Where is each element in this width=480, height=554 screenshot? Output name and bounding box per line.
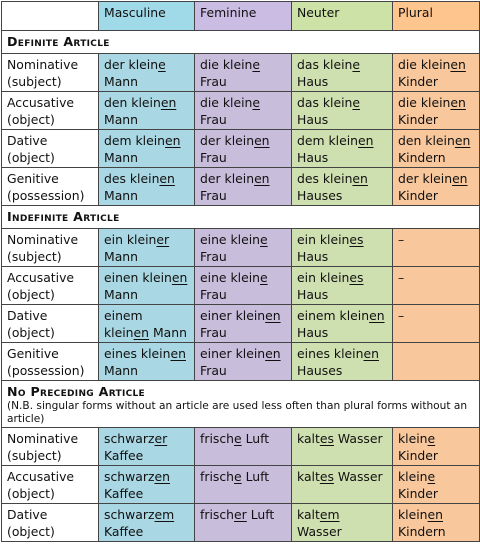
form-cell-feminine: frischer Luft (195, 504, 292, 542)
ending-highlight: e (252, 57, 261, 72)
ending-highlight: e (234, 431, 242, 446)
ending-highlight: en (450, 95, 466, 110)
form-cell-masculine: ein kleiner Mann (99, 229, 195, 267)
ending-highlight: er (154, 431, 168, 446)
ending-highlight: er (234, 507, 247, 522)
ending-highlight: en (265, 308, 281, 323)
ending-highlight: en (170, 346, 186, 361)
form-cell-masculine: schwarzer Kaffee (99, 428, 195, 466)
case-name: Accusative (7, 95, 75, 110)
case-name: Genitive (7, 171, 59, 186)
ending-highlight: en (450, 57, 466, 72)
header-neuter: Neuter (292, 2, 393, 31)
form-cell-masculine: dem kleinen Mann (99, 130, 195, 168)
case-function: (possession) (7, 188, 85, 203)
form-cell-masculine: schwarzem Kaffee (99, 504, 195, 542)
form-cell-neuter: ein kleines Haus (292, 229, 393, 267)
table-row (2, 428, 480, 466)
ending-highlight: e (158, 57, 166, 72)
case-function: (object) (7, 486, 55, 501)
case-function: (subject) (7, 448, 62, 463)
case-label-cell (2, 168, 99, 206)
ending-highlight: e (352, 57, 361, 72)
ending-highlight: en (363, 346, 379, 361)
ending-highlight: e (352, 95, 361, 110)
ending-highlight: en (369, 308, 385, 323)
section-header-row (2, 31, 480, 54)
form-cell-neuter: einem kleinen Haus (292, 305, 393, 343)
ending-highlight: e (252, 95, 261, 110)
ending-highlight: en (165, 133, 181, 148)
form-cell-masculine: der kleine Mann (99, 54, 195, 92)
table-row (2, 130, 480, 168)
form-cell-neuter: des kleinen Hauses (292, 168, 393, 206)
section-title: No Preceding Article (7, 384, 146, 399)
case-name: Nominative (7, 232, 79, 247)
form-cell-feminine: eine kleine Frau (195, 229, 292, 267)
case-label-cell (2, 305, 99, 343)
form-cell-plural: – (393, 305, 480, 343)
case-name: Dative (7, 507, 48, 522)
case-function: (object) (7, 112, 55, 127)
section-title-cell (2, 381, 480, 428)
ending-highlight: es (349, 270, 364, 285)
table-row (2, 168, 480, 206)
form-cell-neuter: dem kleinen Haus (292, 130, 393, 168)
ending-highlight: en (265, 346, 281, 361)
case-name: Accusative (7, 270, 75, 285)
ending-highlight: e (260, 232, 268, 247)
form-cell-plural: die kleinen Kinder (393, 54, 480, 92)
ending-highlight: e (234, 469, 242, 484)
case-function: (object) (7, 524, 55, 539)
form-cell-neuter: kaltes Wasser (292, 428, 393, 466)
form-cell-masculine: einen kleinen Mann (99, 267, 195, 305)
section-title-cell (2, 206, 480, 229)
form-cell-neuter: das kleine Haus (292, 92, 393, 130)
form-cell-masculine: einem kleinen Mann (99, 305, 195, 343)
table-row (2, 343, 480, 381)
ending-highlight: en (159, 171, 175, 186)
ending-highlight: en (454, 133, 471, 148)
ending-highlight: e (427, 431, 436, 446)
form-cell-plural: kleine Kinder (393, 428, 480, 466)
ending-highlight: e (260, 270, 268, 285)
ending-highlight: es (349, 232, 364, 247)
ending-highlight: en (254, 171, 270, 186)
case-label-cell (2, 229, 99, 267)
form-cell-masculine: den kleinen Mann (99, 92, 195, 130)
form-cell-feminine: der kleinen Frau (195, 168, 292, 206)
table-row (2, 504, 480, 542)
section-header-row (2, 381, 480, 428)
ending-highlight: er (156, 232, 170, 247)
ending-highlight: em (319, 507, 340, 522)
ending-highlight: en (133, 325, 150, 340)
case-function: (object) (7, 150, 55, 165)
form-cell-neuter: das kleine Haus (292, 54, 393, 92)
form-cell-plural: – (393, 229, 480, 267)
case-function: (subject) (7, 74, 62, 89)
section-title-cell (2, 31, 480, 54)
form-cell-feminine: die kleine Frau (195, 92, 292, 130)
form-cell-plural (393, 343, 480, 381)
case-function: (possession) (7, 363, 85, 378)
ending-highlight: em (154, 507, 175, 522)
case-label-cell (2, 504, 99, 542)
form-cell-feminine: eine kleine Frau (195, 267, 292, 305)
form-cell-plural: – (393, 267, 480, 305)
case-label-cell (2, 130, 99, 168)
form-cell-plural: die kleinen Kinder (393, 92, 480, 130)
section-header-row (2, 206, 480, 229)
form-cell-feminine: frische Luft (195, 428, 292, 466)
form-cell-masculine: eines kleinen Mann (99, 343, 195, 381)
form-cell-neuter: ein kleines Haus (292, 267, 393, 305)
form-cell-plural: der kleinen Kinder (393, 168, 480, 206)
table-row (2, 466, 480, 504)
case-label-cell (2, 428, 99, 466)
header-masculine: Masculine (99, 2, 195, 31)
ending-highlight: en (452, 171, 468, 186)
table-body (2, 31, 480, 542)
case-name: Genitive (7, 346, 59, 361)
table-row (2, 229, 480, 267)
header-empty-cell (2, 2, 99, 31)
case-function: (object) (7, 287, 55, 302)
ending-highlight: es (319, 469, 334, 484)
form-cell-plural: den kleinen Kindern (393, 130, 480, 168)
form-cell-feminine: frische Luft (195, 466, 292, 504)
case-name: Dative (7, 308, 48, 323)
case-name: Accusative (7, 469, 75, 484)
case-function: (object) (7, 325, 55, 340)
ending-highlight: en (254, 133, 270, 148)
case-label-cell (2, 92, 99, 130)
table-row (2, 92, 480, 130)
ending-highlight: en (154, 469, 170, 484)
form-cell-masculine: schwarzen Kaffee (99, 466, 195, 504)
case-label-cell (2, 343, 99, 381)
header-row (2, 2, 480, 31)
ending-highlight: en (171, 270, 188, 285)
section-title: Definite Article (7, 34, 110, 49)
header-feminine: Feminine (195, 2, 292, 31)
form-cell-neuter: kaltem Wasser (292, 504, 393, 542)
declension-table (1, 1, 480, 542)
case-name: Dative (7, 133, 48, 148)
form-cell-feminine: der kleinen Frau (195, 130, 292, 168)
form-cell-plural: kleine Kinder (393, 466, 480, 504)
form-cell-feminine: einer kleinen Frau (195, 343, 292, 381)
ending-highlight: en (352, 171, 368, 186)
form-cell-neuter: kaltes Wasser (292, 466, 393, 504)
ending-highlight: en (358, 133, 374, 148)
case-label-cell (2, 466, 99, 504)
section-note: (N.B. singular forms without an article are used less often than plural forms without an article) (7, 400, 468, 425)
ending-highlight: en (427, 507, 444, 522)
ending-highlight: es (319, 431, 334, 446)
case-label-cell (2, 267, 99, 305)
form-cell-plural: kleinen Kindern (393, 504, 480, 542)
table-row (2, 54, 480, 92)
table-row (2, 267, 480, 305)
case-name: Nominative (7, 431, 79, 446)
table-row (2, 305, 480, 343)
ending-highlight: en (160, 95, 177, 110)
form-cell-feminine: einer kleinen Frau (195, 305, 292, 343)
section-title: Indefinite Article (7, 209, 120, 224)
ending-highlight: e (427, 469, 436, 484)
form-cell-masculine: des kleinen Mann (99, 168, 195, 206)
case-function: (subject) (7, 249, 62, 264)
case-name: Nominative (7, 57, 79, 72)
form-cell-neuter: eines kleinen Hauses (292, 343, 393, 381)
header-plural: Plural (393, 2, 480, 31)
case-label-cell (2, 54, 99, 92)
form-cell-feminine: die kleine Frau (195, 54, 292, 92)
